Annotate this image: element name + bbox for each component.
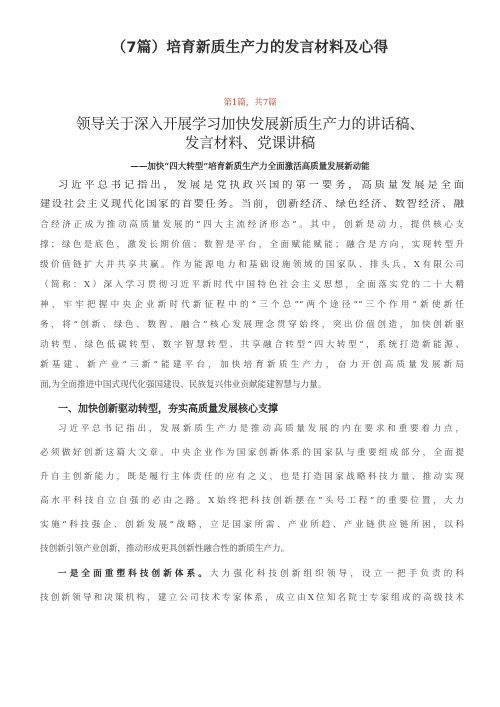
paragraph-line: 面,为全面推进中国式现代化强国建设、民族复兴伟业贡献能建智慧与力量。 — [40, 380, 327, 390]
article-title — [40, 116, 460, 154]
article-title-line: 领导关于深入开展学习加快发展新质生产力的讲话稿、 — [76, 117, 424, 133]
paragraph-line: 技创新引领产业创新，推动形成更具创新性融合性的新质生产力。 — [40, 544, 290, 554]
paragraph-line: 技创新领导和决策机构，建立公司技术专家体系，成立由X位知名院士专家组成的高级技术 — [40, 593, 464, 603]
paragraph-text: 大力强化科技创新组织领导，设立一把手负责的科 — [209, 569, 464, 579]
paragraph-line: 必须做好创新这篇大文章。中央企业作为国家创新体系的国家队与重要组成部分，全面提 — [40, 448, 464, 458]
paragraph-line: 实施“科技强企、创新发展”战略，立足国家所需、产业所趋、产业链供应链所困，以科 — [40, 520, 464, 530]
paragraph-line: 合经济正成为推动高质量发展的“四大主流经济形态”。其中，创新是动力，提供核心支 — [40, 220, 464, 230]
paragraph-line: 习近平总书记指出，发展新质生产力是推动高质量发展的内在要求和重要着力点， — [58, 424, 464, 434]
article-subtitle: ——加快“四大转型”培育新质生产力全面激活高质量发展新动能 — [130, 162, 370, 172]
paragraph-line: 建设社会主义现代化国家的首要任务。当前，创新经济、绿色经济、数智经济、融 — [40, 199, 464, 210]
paragraph-line: （简称：X）深入学习贯彻习近平新时代中国特色社会主义思想，全面落实党的二十大精 — [40, 280, 464, 290]
paragraph-line: 撑；绿色是底色，激发长期价值；数智是平台，全面赋能赋能；融合是方向，实现转型升 — [40, 240, 464, 250]
paragraph-line — [58, 568, 464, 580]
paragraph-lead: 一是全面重塑科技创新体系。 — [58, 569, 210, 579]
paragraph-line: 新基建、新产业“三新”能建平台，加快培育新质生产力，奋力开创高质量发展新局 — [40, 360, 464, 370]
paragraph-line: 级价值链扩大并共享共赢。作为能源电力和基础设施领域的国家队、排头兵，X有限公司 — [40, 260, 464, 270]
part-label: 第1篇，共7篇 — [223, 98, 277, 108]
document-title: （7篇）培育新质生产力的发言材料及心得 — [111, 40, 389, 56]
article-title-line: 发言材料、党课讲稿 — [184, 136, 316, 152]
paragraph-line: 动转型、绿色低碳转型、数字智慧转型、共享融合转型“四大转型”，系统打造新能源、 — [40, 340, 464, 350]
paragraph-line: 习近平总书记指出，发展是党执政兴国的第一要务，高质量发展是全面 — [58, 180, 464, 191]
paragraph-line: 升自主创新能力，既是履行主体责任的应有之义，也是打造国家战略科技力量、推动实现 — [40, 472, 464, 482]
paragraph-line: 务，将“创新、绿色、数智、融合”核心发展理念贯穿始终，突出价值创造，加快创新驱 — [40, 320, 464, 330]
paragraph-line: 神，牢牢把握中央企业新时代新征程中的“三个总”“两个途径”“三个作用”新使新任 — [40, 300, 464, 310]
section-heading: 一、加快创新驱动转型，夯实高质量发展核心支撑 — [58, 404, 278, 415]
paragraph-line: 高水平科技自立自强的必由之路。X始终把科技创新摆在“头号工程”的重要位置，大力 — [40, 496, 464, 506]
